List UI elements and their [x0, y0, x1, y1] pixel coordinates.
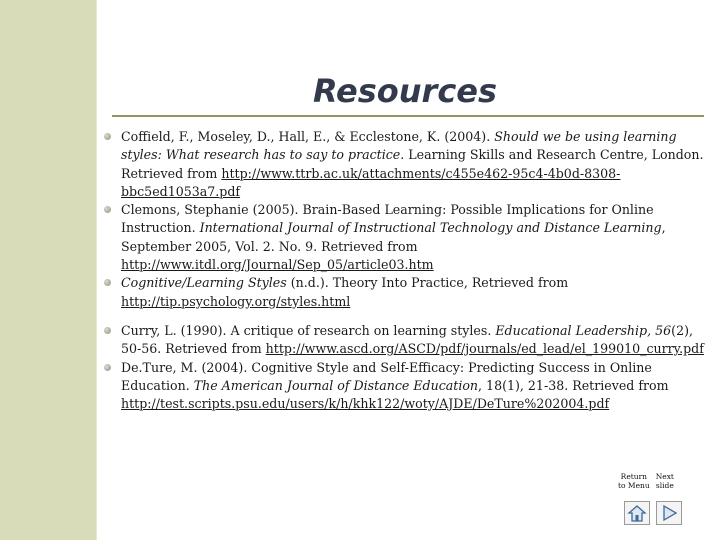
return-label-line1: Return: [620, 472, 648, 481]
slide-title: Resources: [312, 72, 498, 110]
reference-url-link[interactable]: http://tip.psychology.org/styles.html: [121, 293, 351, 309]
reference-text: , September 2005, Vol. 2. No. 9. Retrieved from: [121, 220, 666, 254]
reference-item: [104, 274, 704, 311]
reference-text: Curry, L. (1990). A critique of research on learning styles.: [121, 322, 496, 338]
return-label-line2: to Menu: [618, 481, 650, 490]
next-slide-button[interactable]: [656, 501, 682, 525]
reference-text: Coffield, F., Moseley, D., Hall, E., & Ecclestone, K. (2004).: [121, 129, 495, 144]
reference-item: [104, 128, 704, 201]
next-slide-link[interactable]: [656, 472, 674, 490]
reference-italic-text: Should we be using learning styles: What research has to say to practice: [121, 129, 677, 163]
reference-italic-text: International Journal of Instructional Technology and Distance Learning: [199, 220, 662, 236]
reference-item: [104, 359, 704, 414]
play-next-icon: [657, 502, 681, 524]
reference-text: (2), 50-56. Retrieved from: [121, 322, 693, 357]
next-label-line2: slide: [655, 481, 674, 490]
reference-item: [104, 322, 704, 359]
bullet-icon: [104, 364, 111, 371]
nav-labels: [618, 472, 674, 490]
next-label-line1: Next: [655, 472, 674, 481]
return-to-menu-link[interactable]: [618, 472, 650, 490]
sidebar-edge: [96, 0, 97, 540]
reference-text: . Learning Skills and Research Centre, London. Retrieved from: [121, 147, 704, 181]
reference-url-link[interactable]: http://www.itdl.org/Journal/Sep_05/article03.htm: [121, 257, 434, 273]
reference-item: [104, 201, 704, 274]
bullet-icon: [104, 327, 111, 334]
reference-url-link[interactable]: http://www.ttrb.ac.uk/attachments/c455e462-95c4-4b0d-8308-bbc5ed1053a7.pdf: [121, 165, 621, 199]
reference-text: , 18(1), 21-38. Retrieved from: [478, 377, 669, 393]
reference-italic-text: Cognitive/Learning Styles: [121, 275, 287, 291]
bullet-icon: [104, 206, 111, 213]
reference-text: De.Ture, M. (2004). Cognitive Style and Self-Efficacy: Predicting Success in Online Education.: [121, 359, 652, 393]
reference-list: [104, 128, 704, 413]
reference-italic-text: Educational Leadership, 56: [495, 322, 672, 338]
bullet-icon: [104, 279, 111, 286]
title-divider: [112, 115, 704, 117]
reference-text: Clemons, Stephanie (2005). Brain-Based Learning: Possible Implications for Online Instruction.: [121, 202, 654, 236]
reference-url-link[interactable]: http://test.scripts.psu.edu/users/k/h/khk122/woty/AJDE/DeTure%202004.pdf: [121, 396, 610, 412]
home-icon: [625, 502, 649, 524]
return-to-menu-button[interactable]: [624, 501, 650, 525]
reference-text: (n.d.). Theory Into Practice, Retrieved from: [286, 275, 569, 291]
reference-italic-text: The American Journal of Distance Education: [193, 377, 479, 393]
bullet-icon: [104, 133, 111, 140]
decorative-sidebar: [0, 0, 96, 540]
reference-url-link[interactable]: http://www.ascd.org/ASCD/pdf/journals/ed_lead/el_199010_curry.pdf: [265, 341, 704, 357]
